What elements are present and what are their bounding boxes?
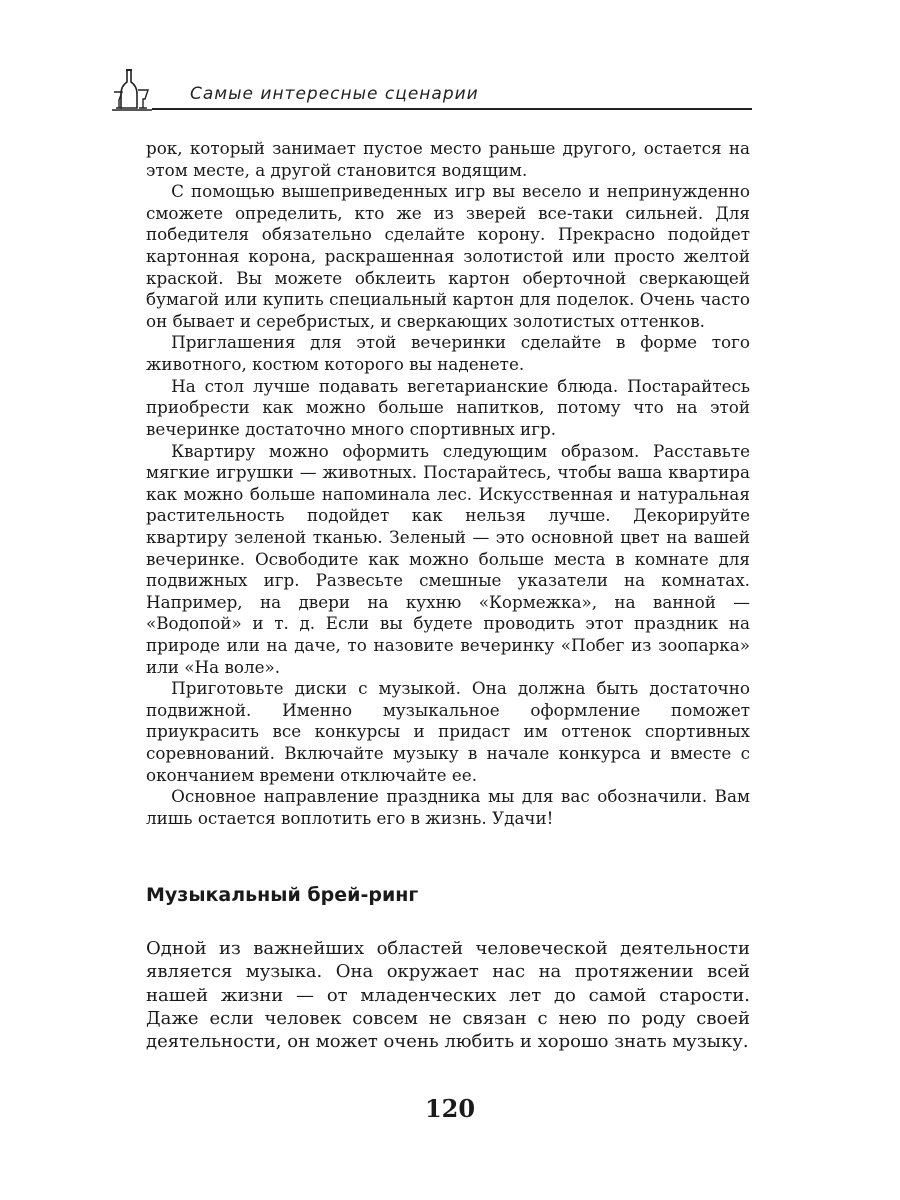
paragraph: На стол лучше подавать вегетарианские блюда. Постарайтесь приобрести как можно больше напитков, потому что на этой вечеринке достаточно много спортивных игр. — [146, 375, 750, 439]
paragraph: С помощью вышеприведенных игр вы весело и непринужденно сможете определить, кто же из зверей все-таки сильней. Для победителя обязательно сделайте корону. Прекрасно подойдет картонная корона, раскрашенная золотистой или просто желтой краской. Вы можете обклеить картон оберточной сверкающей бумагой или купить специальный картон для поделок. Очень часто он бывает и серебристых, и сверкающих золотистых оттенков. — [146, 181, 750, 331]
header-rule — [152, 108, 752, 110]
paragraph: Приготовьте диски с музыкой. Она должна быть достаточно подвижной. Именно музыкальное оформление поможет приукрасить все конкурсы и придаст им оттенок спортивных соревнований. Включайте музыку в начале конкурса и вместе с окончанием времени отключайте ее. — [146, 678, 750, 785]
page-number: 120 — [424, 1094, 476, 1123]
paragraph: Приглашения для этой вечеринки сделайте в форме того животного, костюм которого вы наденете. — [146, 332, 750, 375]
section-text — [146, 937, 750, 1053]
paragraph: рок, который занимает пустое место раньше другого, остается на этом месте, а другой становится водящим. — [146, 138, 750, 180]
paragraph: Одной из важнейших областей человеческой деятельности является музыка. Она окружает нас на протяжении всей нашей жизни — от младенческих лет до самой старости. Даже если человек совсем не связан с нею по роду своей деятельности, он может очень любить и хорошо знать музыку. — [146, 938, 750, 1053]
section-heading: Музыкальный брей-ринг — [146, 884, 419, 906]
bottle-and-glasses-icon — [112, 68, 152, 112]
running-header-title: Самые интересные сценарии — [190, 84, 479, 104]
running-header — [112, 68, 752, 112]
paragraph: Основное направление праздника мы для вас обозначили. Вам лишь остается воплотить его в жизнь. Удачи! — [146, 786, 750, 828]
paragraph: Квартиру можно оформить следующим образом. Расставьте мягкие игрушки — животных. Постарайтесь, чтобы ваша квартира как можно больше напоминала лес. Искусственная и натуральная растительность подойдет как нельзя лучше. Декорируйте квартиру зеленой тканью. Зеленый — это основной цвет на вашей вечеринке. Освободите как можно больше места в комнате для подвижных игр. Развесьте смешные указатели на комнатах. Например, на двери на кухню «Кормежка», на ванной — «Водопой» и т. д. Если вы будете проводить этот праздник на природе или на даче, то назовите вечеринку «Побег из зоопарка» или «На воле». — [146, 440, 750, 677]
body-text — [146, 138, 750, 830]
